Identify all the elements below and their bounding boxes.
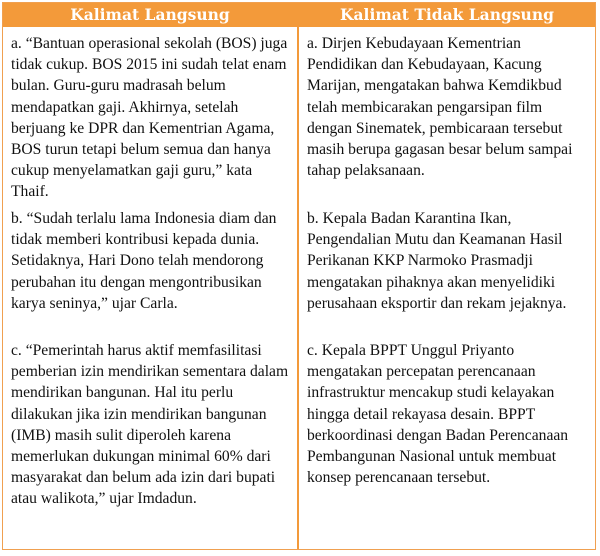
indirect-example-a: a. Dirjen Kebudayaan Kementrian Pendidikan dan Kebudayaan, Kacung Marijan, mengatakan bahwa Kemdikbud telah membicarakan pengarsipan film dengan Sinematek, pembicaraan tersebut masih berupa gagasan besar belum sampai tahap pelaksanaan.: [307, 35, 573, 180]
direct-speech-column: [11, 33, 293, 549]
header-direct-speech: Kalimat Langsung: [70, 5, 230, 24]
indirect-example-c: c. Kepala BPPT Unggul Priyanto mengatakan percepatan perencanaan infrastruktur mencakup studi kelayakan hingga detail rekayasa desain. BPPT berkoordinasi dengan Badan Perencanaan Pembangunan Nasional untuk membuat konsep perencanaan tersebut.: [307, 342, 569, 487]
direct-example-c: c. “Pemerintah harus aktif memfasilitasi pemberian izin mendirikan sementara dalam mendirikan bangunan. Hal itu perlu dilakukan jika izin mendirikan bangunan (IMB) masih sulit diperoleh karena memerlukan dukungan minimal 60% dari masyarakat dan belum ada izin dari bupati atau walikota,” ujar Imdadun.: [11, 342, 289, 508]
direct-example-a: a. “Bantuan operasional sekolah (BOS) juga tidak cukup. BOS 2015 ini sudah telat enam bulan. Guru-guru madrasah belum mendapatkan gaji. Akhirnya, setelah berjuang ke DPR dan Kementrian Agama, BOS turun tetapi belum semua dan hanya cukup menyelamatkan gaji guru,” kata Thaif.: [11, 35, 288, 201]
table-header-row: [3, 3, 595, 27]
indirect-speech-column: [307, 33, 591, 549]
indirect-example-b: b. Kepala Badan Karantina Ikan, Pengendalian Mutu dan Keamanan Hasil Perikanan KKP Narmoko Prasmadji mengatakan pihaknya akan menyelidiki perusahaan eksportir dan rekam jejaknya.: [307, 210, 567, 312]
direct-example-b: b. “Sudah terlalu lama Indonesia diam dan tidak memberi kontribusi kepada dunia. Setidaknya, Hari Dono telah mendorong perubahan itu dengan mengontribusikan karya seninya,” ujar Carla.: [11, 210, 277, 312]
column-divider: [297, 3, 299, 549]
header-indirect-speech: Kalimat Tidak Langsung: [340, 5, 554, 24]
quote-comparison-table: [2, 2, 596, 550]
